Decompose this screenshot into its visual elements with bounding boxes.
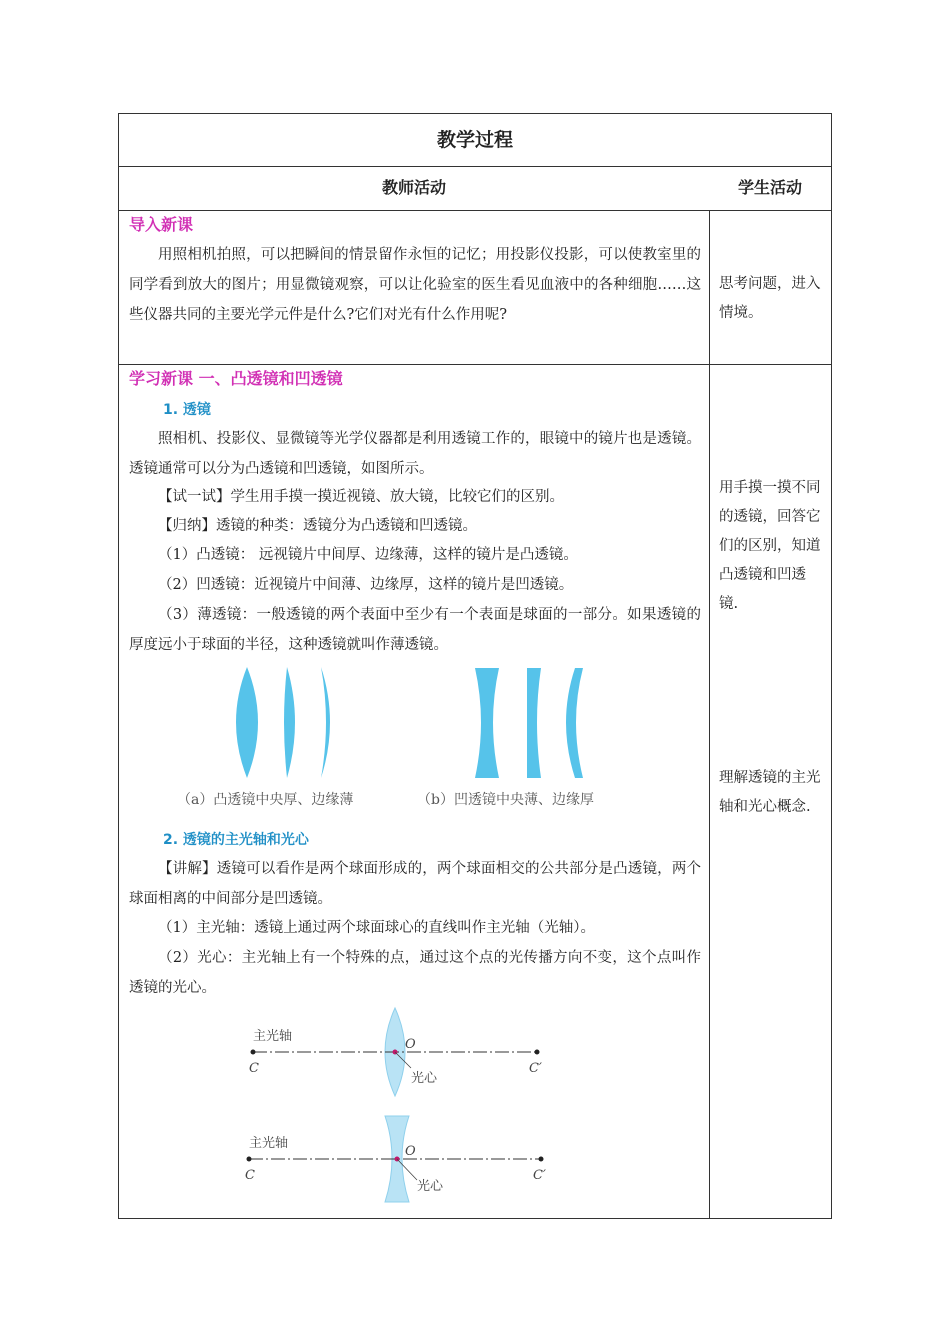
convex-axis-diagram (249, 1008, 542, 1096)
principal-axis-paragraph: （1）主光轴：透镜上通过两个球面球心的直线叫作主光轴（光轴）。 (158, 920, 595, 936)
divider (119, 364, 831, 365)
principal-axis-label: 主光轴 (249, 1136, 289, 1151)
explain-paragraph: 【讲解】透镜可以看作是两个球面形成的，两个球面相交的公共部分是凸透镜，两个球面相离的中间部分是凹透镜。 (129, 861, 701, 907)
meniscus-convex-lens (321, 667, 330, 778)
column-divider (709, 210, 710, 1218)
divider (119, 210, 831, 211)
student-column-header: 学生活动 (737, 178, 802, 197)
meniscus-concave-lens (566, 668, 583, 778)
lens-student-activity: 用手摸一摸不同的透镜，回答它们的区别，知道凸透镜和凹透镜. (719, 480, 821, 612)
teacher-column-header: 教师活动 (381, 178, 446, 197)
optical-axis-figure (239, 1006, 559, 1206)
teaching-process-table (118, 113, 832, 1219)
summary-paragraph: 【归纳】透镜的种类：透镜分为凸透镜和凹透镜。 (158, 518, 477, 534)
lens-paragraph: 照相机、投影仪、显微镜等光学仪器都是利用透镜工作的，眼镜中的镜片也是透镜。透镜通常可以分为凸透镜和凹透镜，如图所示。 (129, 431, 701, 477)
c-label: C (249, 1061, 259, 1076)
lens-subheading: 1. 透镜 (163, 402, 211, 418)
optical-center-label: 光心 (411, 1071, 438, 1086)
o-label: O (405, 1037, 416, 1052)
principal-axis-label: 主光轴 (253, 1029, 293, 1044)
table-title: 教学过程 (436, 129, 513, 151)
concave-axis-diagram (245, 1116, 546, 1202)
center-point-c (247, 1157, 252, 1162)
concave-lenses (475, 668, 583, 778)
thin-lens-paragraph: （3）薄透镜：一般透镜的两个表面中至少有一个表面是球面的一部分。如果透镜的厚度远小于球面的半径，这种透镜就叫作薄透镜。 (129, 607, 701, 653)
plano-concave-lens (527, 668, 541, 778)
o-label: O (405, 1144, 416, 1159)
lens-types-figure (175, 662, 645, 812)
intro-text: 用照相机拍照，可以把瞬间的情景留作永恒的记忆；用投影仪投影，可以使教室里的同学看到放大的图片；用显微镜观察，可以让化验室的医生看见血液中的各种细胞……这些仪器共同的主要光学元件是什么?它们对光有什么作用呢? (129, 247, 701, 323)
convex-paragraph: （1）凸透镜： 远视镜片中间厚、边缘薄，这样的镜片是凸透镜。 (158, 547, 578, 563)
convex-lenses (236, 667, 330, 778)
biconvex-lens (236, 667, 258, 778)
c-prime-label: C′ (533, 1168, 546, 1183)
c-prime-label: C′ (529, 1061, 542, 1076)
axis-student-activity: 理解透镜的主光轴和光心概念. (719, 770, 821, 815)
concave-paragraph: （2）凹透镜：近视镜片中间薄、边缘厚，这样的镜片是凹透镜。 (158, 577, 574, 593)
lesson-heading: 学习新课 一、凸透镜和凹透镜 (129, 369, 343, 388)
convex-caption: （a）凸透镜中央厚、边缘薄 (177, 792, 354, 808)
biconcave-lens (475, 668, 499, 778)
plano-convex-lens (284, 667, 295, 778)
optical-center-paragraph: （2）光心：主光轴上有一个特殊的点，通过这个点的光传播方向不变，这个点叫作透镜的光心。 (129, 950, 701, 996)
concave-caption: （b）凹透镜中央薄、边缘厚 (417, 792, 594, 808)
try-paragraph: 【试一试】学生用手摸一摸近视镜、放大镜，比较它们的区别。 (158, 489, 564, 505)
center-point-c (251, 1050, 256, 1055)
center-point-c-prime (535, 1050, 540, 1055)
center-point-c-prime (539, 1157, 544, 1162)
intro-heading: 导入新课 (129, 215, 194, 234)
c-label: C (245, 1168, 255, 1183)
intro-student-activity: 思考问题，进入情境。 (719, 276, 821, 321)
optical-center-label: 光心 (417, 1179, 444, 1194)
axis-subheading: 2. 透镜的主光轴和光心 (163, 832, 309, 848)
